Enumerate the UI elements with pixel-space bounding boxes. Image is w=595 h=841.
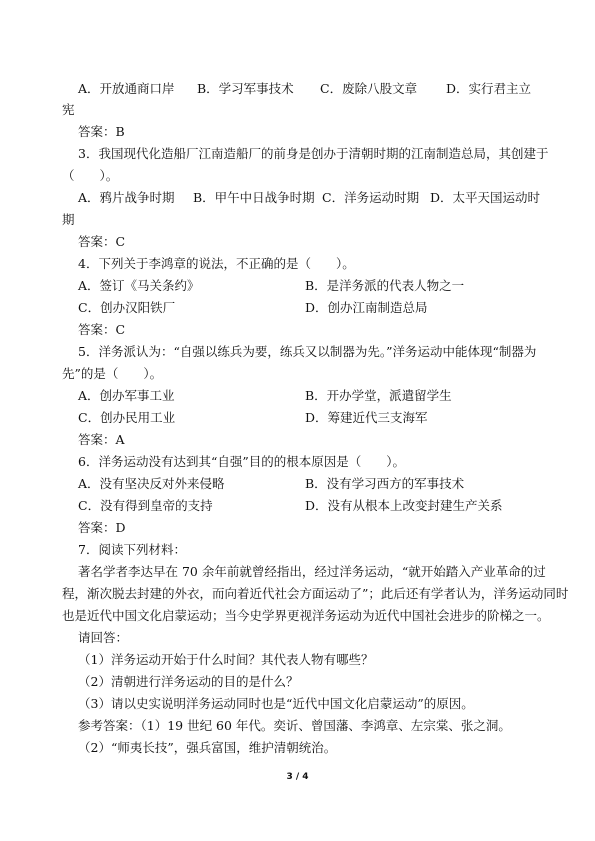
q4-option-a: A．签订《马关条约》 <box>78 278 200 293</box>
q5-option-b: B．开办学堂，派遣留学生 <box>305 388 452 403</box>
q2-option-c: C．废除八股文章 <box>320 81 418 96</box>
q6-stem: 6．洋务运动没有达到其“自强”目的的根本原因是（ ）。 <box>78 454 405 469</box>
q4-option-b: B．是洋务派的代表人物之一 <box>305 278 465 293</box>
q5-stem-cont: 先”的是（ ）。 <box>62 366 163 381</box>
q6-option-a: A．没有坚决反对外来侵略 <box>78 476 225 491</box>
q4-stem: 4．下列关于李鸿章的说法，不正确的是（ ）。 <box>78 256 355 271</box>
q3-answer: 答案：C <box>78 234 126 249</box>
q6-answer: 答案：D <box>78 520 126 535</box>
q2-answer: 答案：B <box>78 124 125 139</box>
q4-option-c: C．创办汉阳铁厂 <box>78 300 176 315</box>
q7-material-line: 也是近代中国文化启蒙运动；当今史学界更视洋务运动为近代中国社会进步的阶梯之一。 <box>62 608 550 623</box>
q3-option-d: D．太平天国运动时 <box>430 190 541 205</box>
q3-stem: 3．我国现代化造船厂江南造船厂的前身是创办于清朝时期的江南制造总局，其创建于 <box>78 146 549 161</box>
q7-subquestion-1: （1）洋务运动开始于什么时间？其代表人物有哪些？ <box>78 652 374 667</box>
q3-stem-cont: （ ）。 <box>62 168 119 183</box>
q6-option-c: C．没有得到皇帝的支持 <box>78 498 213 513</box>
q7-prompt: 请回答： <box>78 630 129 645</box>
q7-stem: 7．阅读下列材料： <box>78 542 186 557</box>
q2-option-b: B．学习军事技术 <box>197 81 294 96</box>
q3-option-a: A．鸦片战争时期 <box>78 190 175 205</box>
q7-subquestion-2: （2）清朝进行洋务运动的目的是什么？ <box>78 674 299 689</box>
q4-answer: 答案：C <box>78 322 126 337</box>
q6-option-b: B．没有学习西方的军事技术 <box>305 476 465 491</box>
q7-reference-answer-1: 参考答案：（1）19 世纪 60 年代。奕䜣、曾国藩、李鸿章、左宗棠、张之洞。 <box>78 718 511 733</box>
q6-option-d: D．没有从根本上改变封建生产关系 <box>305 498 503 513</box>
q5-option-a: A．创办军事工业 <box>78 388 175 403</box>
q3-option-d-cont: 期 <box>62 212 75 227</box>
q7-reference-answer-2: （2）“师夷长技”，强兵富国，维护清朝统治。 <box>78 740 337 755</box>
q7-material-line: 著名学者李达早在 70 余年前就曾经指出，经过洋务运动，“就开始踏入产业革命的过 <box>78 564 546 579</box>
q5-option-c: C．创办民用工业 <box>78 410 176 425</box>
q2-option-a: A．开放通商口岸 <box>78 81 175 96</box>
q3-option-c: C．洋务运动时期 <box>322 190 420 205</box>
q2-option-d: D．实行君主立 <box>446 81 532 96</box>
q5-answer: 答案：A <box>78 432 125 447</box>
q5-option-d: D．筹建近代三支海军 <box>305 410 428 425</box>
q7-material-line: 程，渐次脱去封建的外衣，而向着近代社会方面运动了”；此后还有学者认为，洋务运动同时 <box>62 586 569 601</box>
q4-option-d: D．创办江南制造总局 <box>305 300 428 315</box>
q2-option-d-cont: 宪 <box>62 102 75 117</box>
q5-stem: 5．洋务派认为：“自强以练兵为要，练兵又以制器为先。”洋务运动中能体现“制器为 <box>78 344 537 359</box>
page-number: 3 / 4 <box>286 772 309 782</box>
q3-option-b: B．甲午中日战争时期 <box>193 190 315 205</box>
q7-subquestion-3: （3）请以史实说明洋务运动同时也是“近代中国文化启蒙运动”的原因。 <box>78 696 474 711</box>
